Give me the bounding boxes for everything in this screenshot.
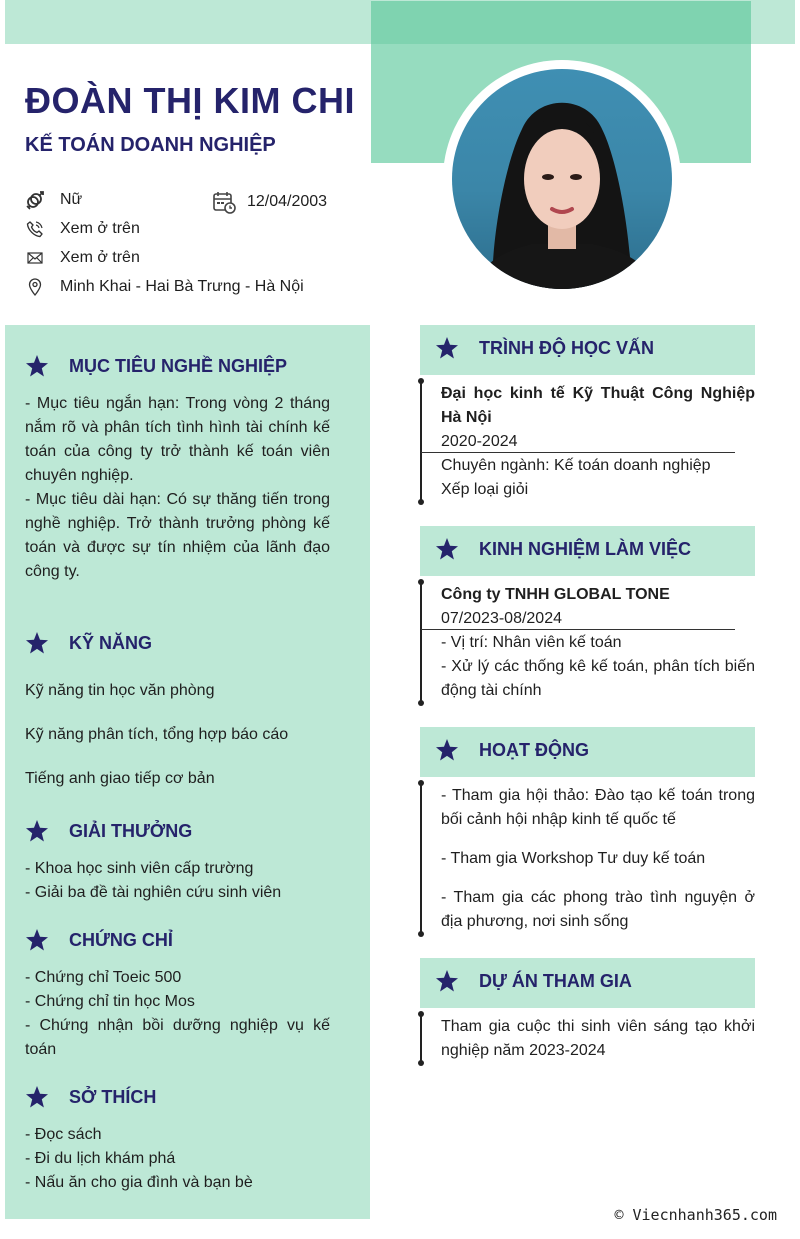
timeline-dot: [418, 700, 424, 706]
awards-heading: [25, 819, 192, 843]
education-grade: Xếp loại giỏi: [441, 481, 529, 498]
gender-value: Nữ: [60, 191, 83, 208]
calendar-icon: [212, 190, 236, 214]
hobby-item: - Đọc sách: [25, 1126, 102, 1143]
timeline-dot: [418, 780, 424, 786]
hobbies-title: SỞ THÍCH: [69, 1086, 157, 1107]
experience-position: - Vị trí: Nhân viên kế toán: [441, 634, 622, 651]
birthday-value: 12/04/2003: [247, 193, 328, 210]
birthday-row: [212, 190, 327, 214]
education-period: 2020-2024: [441, 433, 518, 450]
project-description: Tham gia cuộc thi sinh viên sáng tạo khởi nghiệp năm 2023-2024: [441, 1018, 755, 1059]
gender-row: [25, 190, 82, 210]
objective-title: MỤC TIÊU NGHỀ NGHIỆP: [69, 355, 288, 376]
timeline-line: [420, 783, 422, 934]
timeline-dot: [418, 378, 424, 384]
hobby-item: - Nấu ăn cho gia đình và bạn bè: [25, 1174, 253, 1191]
address-row: [25, 277, 304, 297]
objective-long-term: - Mục tiêu dài hạn: Có sự thăng tiến trong nghề nghiệp. Trở thành trưởng phòng kế toán và được sự tín nhiệm của lãnh đạo công ty.: [25, 491, 330, 580]
timeline-line: [420, 582, 422, 703]
awards-title: GIẢI THƯỞNG: [69, 820, 193, 841]
experience-divider: [421, 629, 735, 630]
star-icon: [25, 354, 49, 378]
star-icon: [25, 819, 49, 843]
award-item: - Giải ba đề tài nghiên cứu sinh viên: [25, 884, 282, 901]
job-title: KẾ TOÁN DOANH NGHIỆP: [25, 134, 276, 156]
address-value: Minh Khai - Hai Bà Trưng - Hà Nội: [60, 278, 304, 295]
education-heading: [435, 336, 654, 360]
experience-title: KINH NGHIỆM LÀM VIỆC: [479, 538, 692, 559]
activities-title: HOẠT ĐỘNG: [479, 739, 589, 760]
hobbies-list: [25, 1123, 330, 1195]
email-row: [25, 248, 140, 268]
skills-heading: [25, 631, 152, 655]
objective-text: [25, 392, 330, 584]
photo-backdrop-top: [371, 1, 751, 44]
timeline-dot: [418, 1011, 424, 1017]
objective-short-term: - Mục tiêu ngắn hạn: Trong vòng 2 tháng nắm rõ và phân tích tình hình tài chính kế toán của công ty trở thành kế toán viên chuyên nghiệp.: [25, 395, 330, 484]
experience-period: 07/2023-08/2024: [441, 610, 562, 627]
timeline-dot: [418, 1060, 424, 1066]
certificate-item: - Chứng chỉ tin học Mos: [25, 993, 195, 1010]
timeline-dot: [418, 579, 424, 585]
phone-row: [25, 219, 140, 239]
projects-heading: [435, 969, 632, 993]
activities-heading: [435, 738, 589, 762]
activity-item: - Tham gia hội thảo: Đào tạo kế toán trong bối cảnh hội nhập kinh tế quốc tế: [441, 787, 755, 828]
timeline-dot: [418, 931, 424, 937]
projects-title: DỰ ÁN THAM GIA: [479, 970, 632, 991]
experience-heading: [435, 537, 691, 561]
timeline-line: [420, 381, 422, 502]
phone-value: Xem ở trên: [60, 220, 140, 237]
experience-company: Công ty TNHH GLOBAL TONE: [441, 586, 670, 603]
award-item: - Khoa học sinh viên cấp trường: [25, 860, 254, 877]
certificates-title: CHỨNG CHỈ: [69, 929, 173, 950]
skill-item: Kỹ năng tin học văn phòng: [25, 682, 215, 699]
skill-item: Tiếng anh giao tiếp cơ bản: [25, 770, 215, 787]
education-title: TRÌNH ĐỘ HỌC VẤN: [479, 337, 654, 358]
certificate-item: - Chứng chỉ Toeic 500: [25, 969, 182, 986]
education-divider: [421, 452, 735, 453]
hobby-item: - Đi du lịch khám phá: [25, 1150, 176, 1167]
experience-duty: - Xử lý các thống kê kế toán, phân tích biến động tài chính: [441, 658, 755, 699]
avatar: [452, 69, 672, 289]
star-icon: [25, 1085, 49, 1109]
phone-icon: [25, 219, 45, 239]
star-icon: [435, 336, 459, 360]
certificates-list: [25, 966, 330, 1062]
experience-details: [441, 631, 755, 703]
certificate-item: - Chứng nhận bồi dưỡng nghiệp vụ kế toán: [25, 1017, 330, 1058]
activity-item: - Tham gia Workshop Tư duy kế toán: [441, 850, 706, 867]
star-icon: [435, 738, 459, 762]
skills-title: KỸ NĂNG: [69, 632, 153, 653]
skill-item: Kỹ năng phân tích, tổng hợp báo cáo: [25, 726, 289, 743]
education-school: Đại học kinh tế Kỹ Thuật Công Nghiệp Hà Nội: [441, 385, 755, 426]
timeline-line: [420, 1014, 422, 1063]
copyright-footer: © Viecnhanh365.com: [614, 1206, 777, 1224]
gender-icon: [25, 190, 45, 210]
star-icon: [25, 631, 49, 655]
activity-item: - Tham gia các phong trào tình nguyện ở địa phương, nơi sinh sống: [441, 889, 755, 930]
email-value: Xem ở trên: [60, 249, 140, 266]
timeline-dot: [418, 499, 424, 505]
objective-heading: [25, 354, 287, 378]
envelope-icon: [25, 248, 45, 268]
candidate-name: ĐOÀN THỊ KIM CHI: [25, 80, 355, 121]
star-icon: [435, 537, 459, 561]
awards-list: [25, 857, 330, 905]
star-icon: [435, 969, 459, 993]
star-icon: [25, 928, 49, 952]
education-major: Chuyên ngành: Kế toán doanh nghiệp: [441, 457, 711, 474]
certificates-heading: [25, 928, 173, 952]
hobbies-heading: [25, 1085, 156, 1109]
location-pin-icon: [25, 277, 45, 297]
